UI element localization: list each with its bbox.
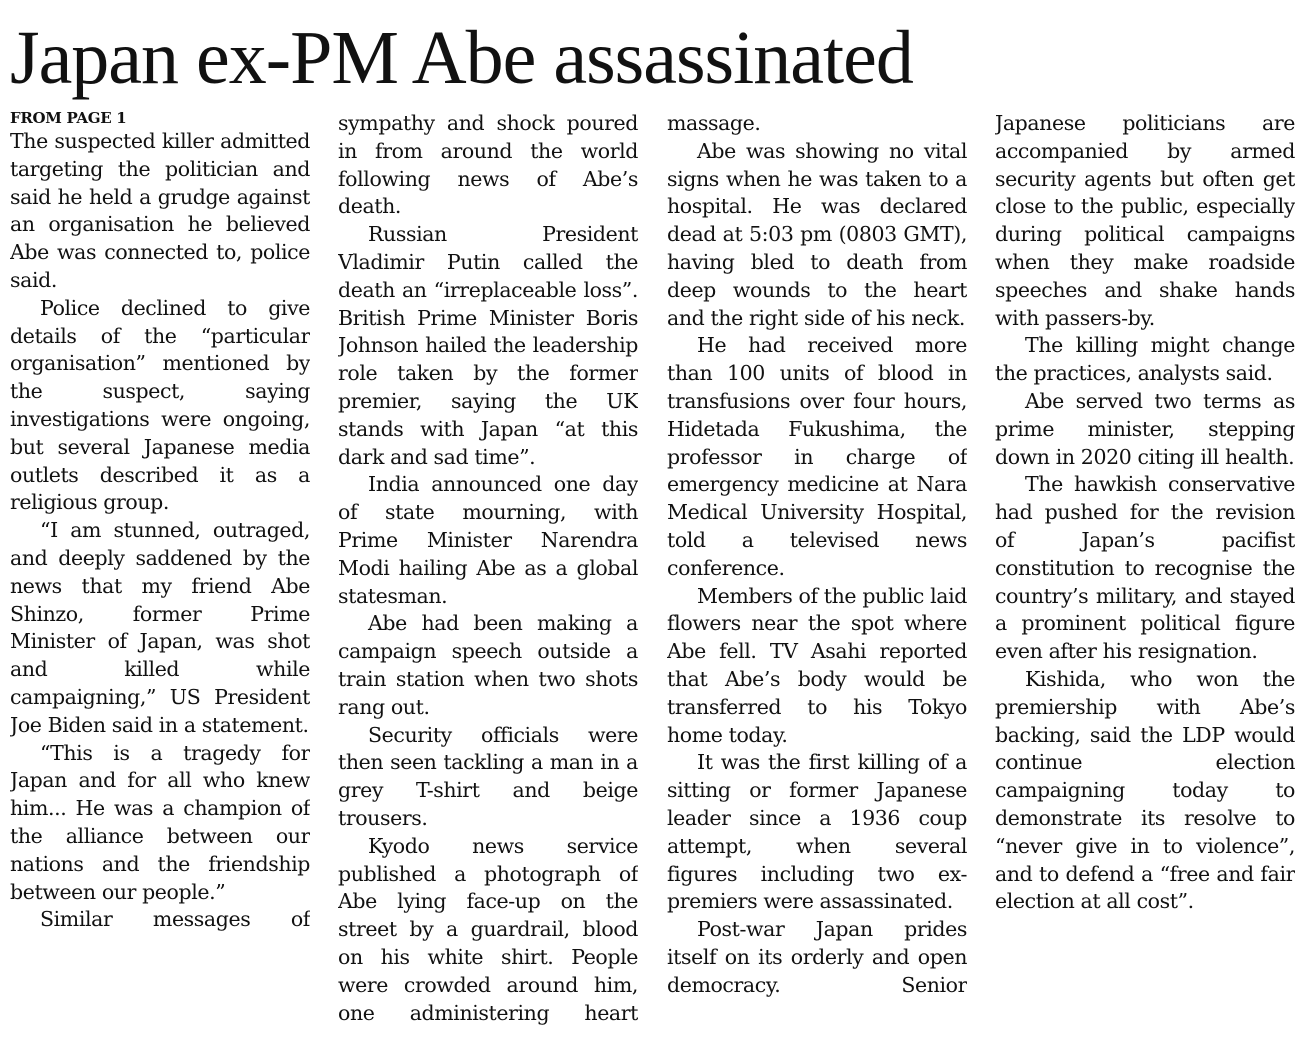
paragraph: Post-war Japan prides itself on its orderly and open democracy. Senior	[667, 917, 967, 997]
paragraph: sympathy and shock poured in from around the world following news of Abe’s death.	[338, 111, 638, 219]
paragraph: “I am stunned, outraged, and deeply saddened by the news that my friend Abe Shinzo, former Prime Minister of Japan, was shot and killed while campaigning,” US President Joe Biden said in a statement.	[10, 518, 310, 737]
article-column-1	[10, 108, 310, 1038]
paragraph: Members of the public laid flowers near the spot where Abe fell. TV Asahi reported that Abe’s body would be transferred to his Tokyo home today.	[667, 583, 967, 747]
paragraph: Similar messages of	[40, 907, 310, 932]
paragraph: India announced one day of state mourning, with Prime Minister Narendra Modi hailing Abe as a global statesman.	[338, 472, 638, 608]
paragraph: The killing might change the practices, analysts said.	[995, 333, 1295, 386]
paragraph: It was the first killing of a sitting or former Japanese leader since a 1936 coup attempt, when several figures including two ex-premiers were assassinated.	[667, 750, 967, 914]
paragraph: Kishida, who won the premiership with Abe’s backing, said the LDP would continue election campaigning today to demonstrate its resolve to “never give in to violence”, and to defend a “free and fair election at all cost”.	[995, 666, 1295, 914]
headline: Japan ex-PM Abe assassinated	[10, 16, 913, 100]
paragraph: He had received more than 100 units of blood in transfusions over four hours, Hidetada Fukushima, the professor in charge of emergency medicine at Nara Medical University Hospital, told a televised news conference.	[667, 333, 967, 580]
paragraph: massage.	[667, 111, 761, 135]
paragraph: Security officials were then seen tackling a man in a grey T-shirt and beige trousers.	[338, 722, 638, 830]
paragraph: Abe was showing no vital signs when he was taken to a hospital. He was declared dead at 5:03 pm (0803 GMT), having bled to death from deep wounds to the heart and the right side of his neck.	[667, 138, 967, 330]
paragraph: The suspected killer admitted targeting the politician and said he held a grudge against an organisation he believed Abe was connected to, police said.	[10, 129, 310, 292]
paragraph: Abe had been making a campaign speech outside a train station when two shots rang out.	[338, 611, 638, 719]
article-column-3	[667, 110, 967, 1038]
article-column-4	[995, 110, 1295, 1038]
paragraph: Police declined to give details of the “particular organisation” mentioned by the suspect, saying investigations were ongoing, but several Japanese media outlets described it as a religious group.	[10, 295, 310, 515]
article-body	[10, 108, 1298, 1038]
article-column-2	[338, 110, 638, 1038]
paragraph: Japanese politicians are accompanied by armed security agents but often get close to the public, especially during political campaigns when they make roadside speeches and shake hands with passers-by.	[995, 111, 1295, 330]
kicker: FROM PAGE 1	[10, 109, 127, 127]
paragraph: The hawkish conservative had pushed for the revision of Japan’s pacifist constitution to recognise the country’s military, and stayed a prominent political figure even after his resignation.	[995, 472, 1295, 664]
paragraph: Russian President Vladimir Putin called the death an “irreplaceable loss”. British Prime Minister Boris Johnson hailed the leadership role taken by the former premier, saying the UK stands with Japan “at this dark and sad time”.	[338, 222, 638, 469]
paragraph: Abe served two terms as prime minister, stepping down in 2020 citing ill health.	[995, 388, 1295, 469]
paragraph: “This is a tragedy for Japan and for all who knew him... He was a champion of the alliance between our nations and the friendship between our people.”	[10, 740, 310, 904]
paragraph: Kyodo news service published a photograph of Abe lying face-up on the street by a guardrail, blood on his white shirt. People were crowded around him, one administering heart	[338, 833, 638, 1025]
